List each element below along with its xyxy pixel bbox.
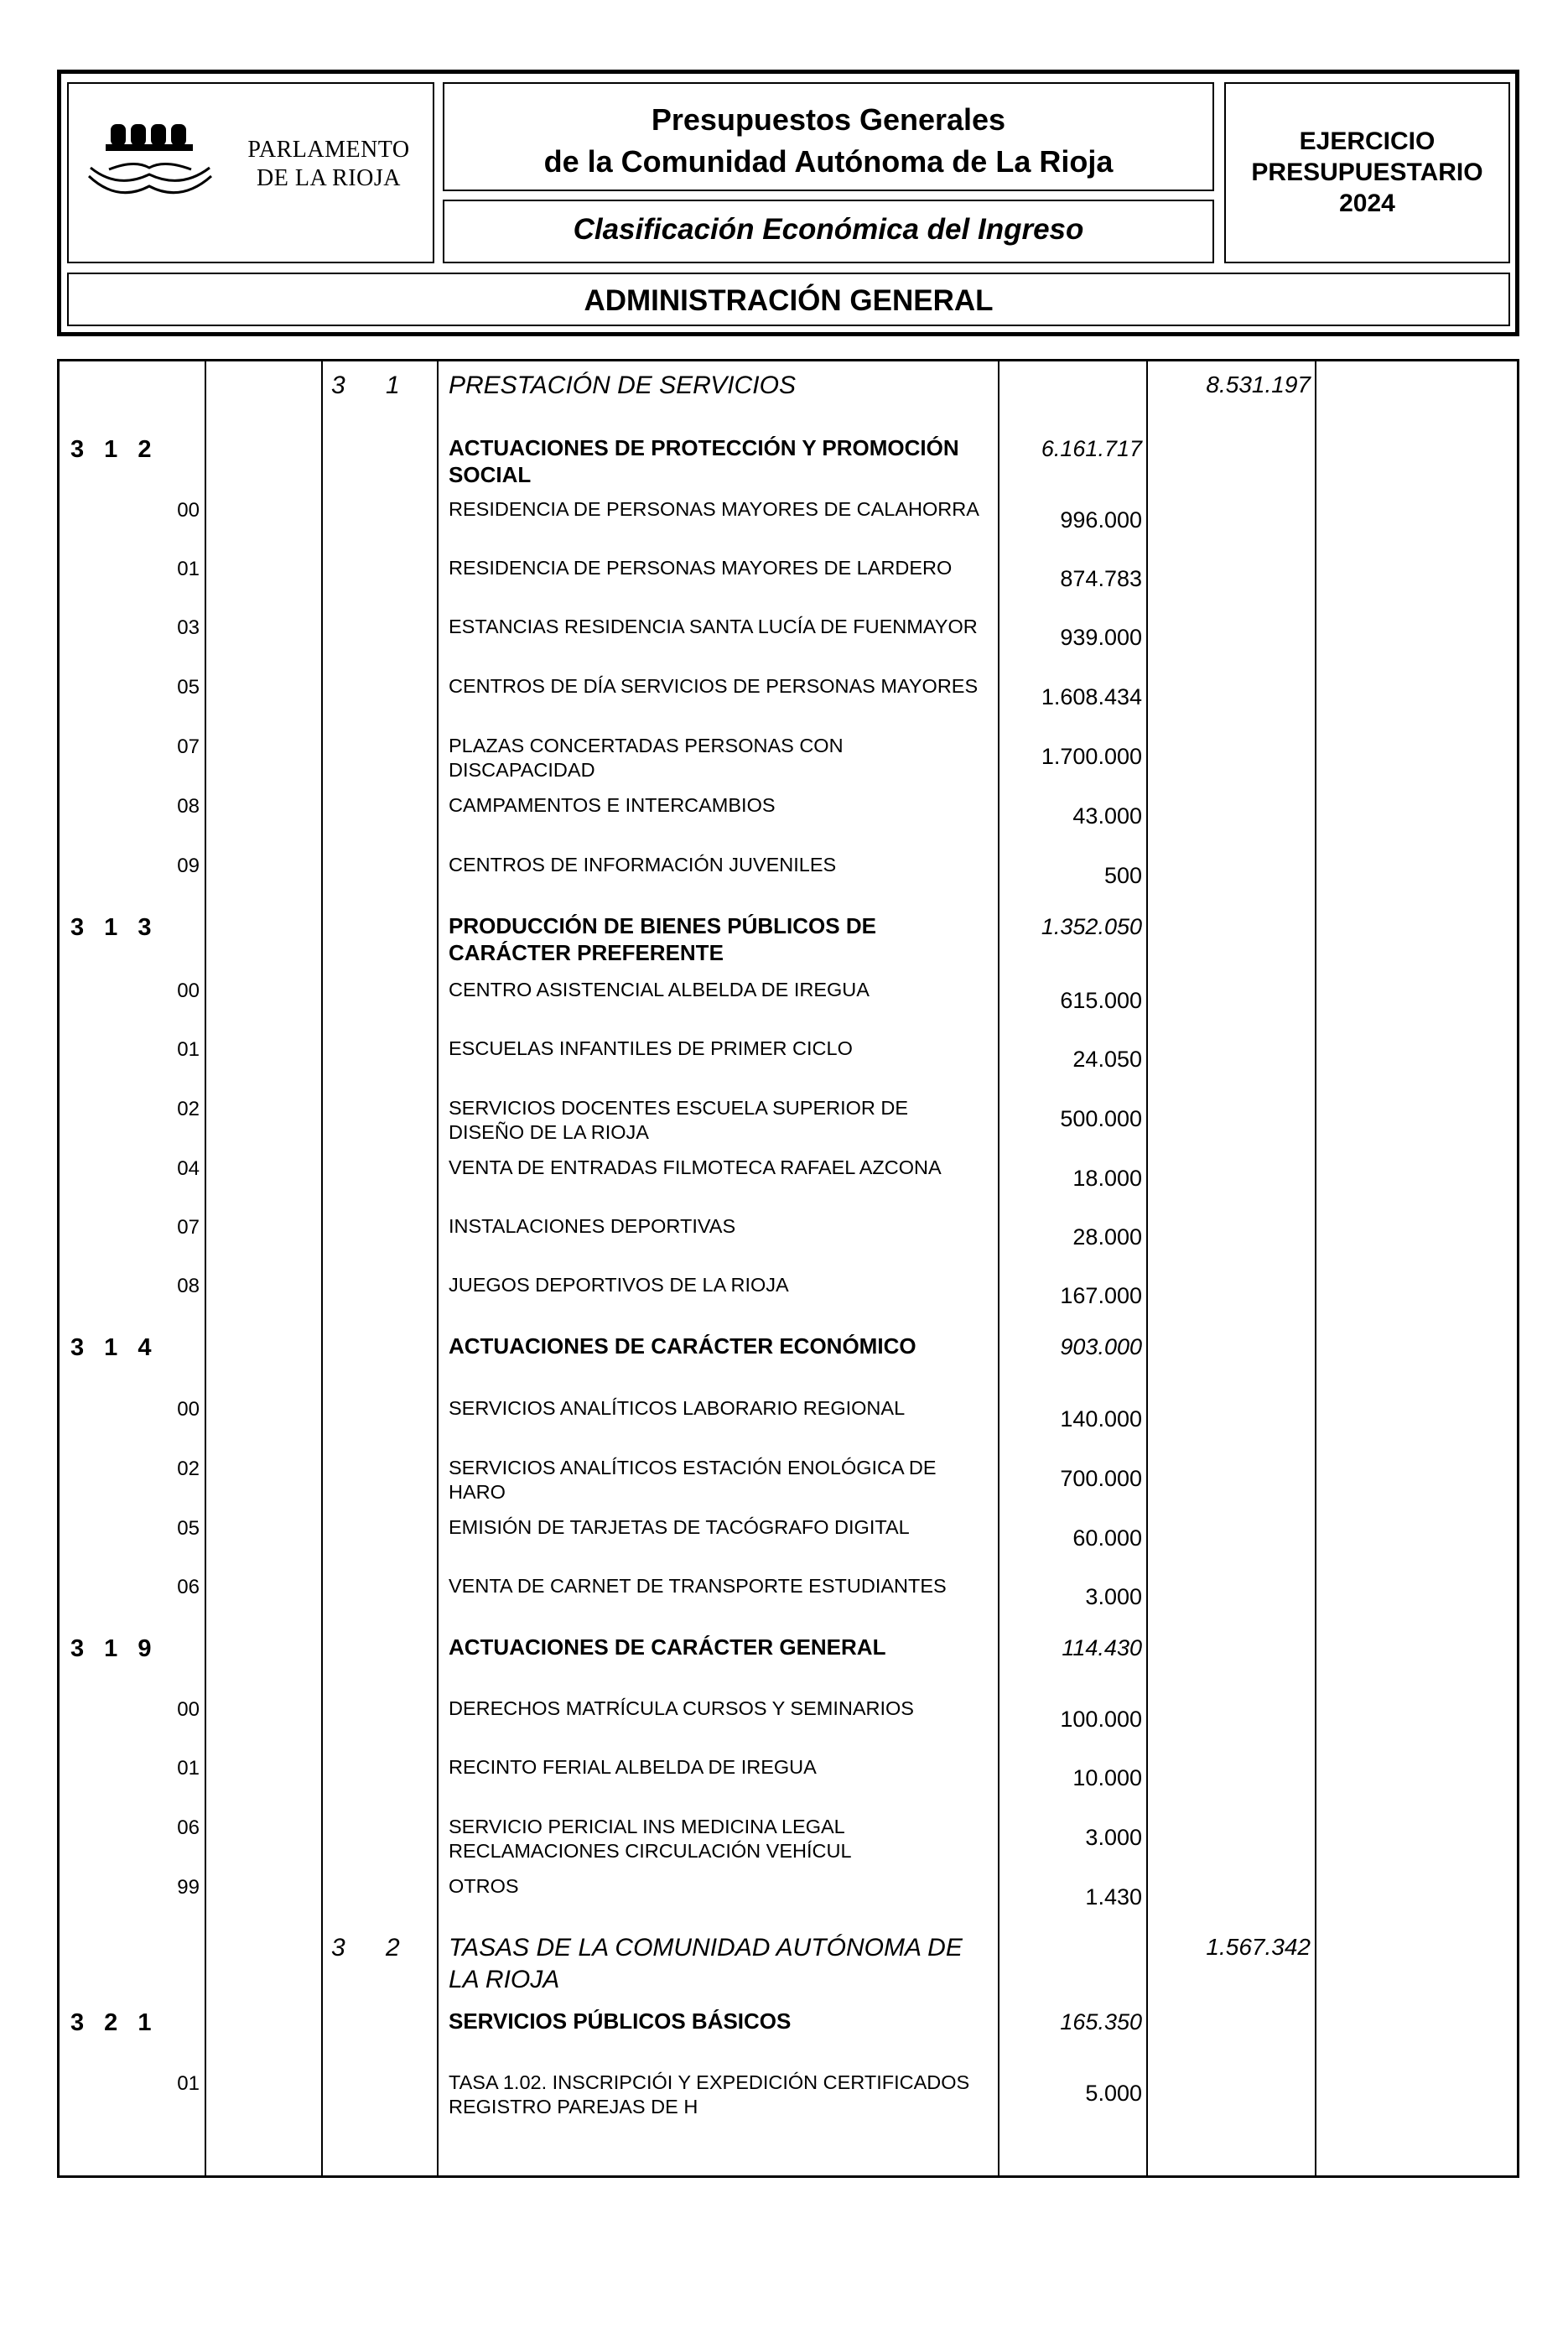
concept-code: 3 2 1 xyxy=(70,2009,153,2036)
subconcept-amount: 28.000 xyxy=(1072,1224,1142,1250)
subconcept-description: ESTANCIAS RESIDENCIA SANTA LUCÍA DE FUENMAYOR xyxy=(449,616,978,637)
subconcept-description: RESIDENCIA DE PERSONAS MAYORES DE LARDERO xyxy=(449,557,953,579)
section-title: ADMINISTRACIÓN GENERAL xyxy=(584,284,994,317)
logo-box xyxy=(67,82,434,263)
subconcept-description: TASA 1.02. INSCRIPCIÓI Y EXPEDICIÓN CERTIFICADOS REGISTRO PAREJAS DE H xyxy=(449,2071,970,2118)
subconcept-code: 99 xyxy=(177,1876,200,1899)
concept-amount: 6.161.717 xyxy=(1041,436,1142,461)
document-subtitle: Clasificación Económica del Ingreso xyxy=(573,213,1084,246)
subconcept-code: 09 xyxy=(177,855,200,877)
article-description: PRESTACIÓN DE SERVICIOS xyxy=(449,372,796,399)
subconcept-code: 01 xyxy=(177,1757,200,1780)
article-total: 1.567.342 xyxy=(1206,1934,1311,1960)
subconcept-code: 02 xyxy=(177,1098,200,1120)
column-divider xyxy=(1315,359,1316,2178)
concept-description: ACTUACIONES DE CARÁCTER ECONÓMICO xyxy=(449,1333,916,1359)
subconcept-description: JUEGOS DEPORTIVOS DE LA RIOJA xyxy=(449,1274,789,1296)
subconcept-amount: 874.783 xyxy=(1060,566,1142,591)
subconcept-description: INSTALACIONES DEPORTIVAS xyxy=(449,1215,736,1237)
subconcept-description: EMISIÓN DE TARJETAS DE TACÓGRAFO DIGITAL xyxy=(449,1516,910,1538)
subconcept-code: 01 xyxy=(177,558,200,580)
subconcept-code: 07 xyxy=(177,1216,200,1239)
title-box xyxy=(443,82,1214,191)
concept-amount: 903.000 xyxy=(1060,1334,1142,1359)
subconcept-amount: 18.000 xyxy=(1072,1166,1142,1191)
subconcept-description: VENTA DE CARNET DE TRANSPORTE ESTUDIANTES xyxy=(449,1575,947,1597)
subconcept-description: SERVICIOS ANALÍTICOS LABORARIO REGIONAL xyxy=(449,1397,906,1419)
subconcept-code: 02 xyxy=(177,1458,200,1480)
subconcept-amount: 500 xyxy=(1103,863,1142,888)
section-box xyxy=(67,273,1510,326)
subconcept-code: 06 xyxy=(177,1576,200,1598)
subconcept-description: SERVICIOS DOCENTES ESCUELA SUPERIOR DE DISEÑO DE LA RIOJA xyxy=(449,1097,909,1143)
subconcept-description: SERVICIOS ANALÍTICOS ESTACIÓN ENOLÓGICA DE HARO xyxy=(449,1457,937,1503)
ejercicio-line-1: EJERCICIO xyxy=(1299,127,1436,155)
subconcept-description: CENTROS DE DÍA SERVICIOS DE PERSONAS MAYORES xyxy=(449,675,979,697)
concept-code: 3 1 3 xyxy=(70,914,153,941)
subconcept-amount: 996.000 xyxy=(1060,507,1142,533)
subconcept-amount: 5.000 xyxy=(1085,2081,1142,2106)
subconcept-amount: 60.000 xyxy=(1072,1525,1142,1551)
subconcept-amount: 24.050 xyxy=(1072,1047,1142,1072)
ejercicio-line-2: PRESUPUESTARIO xyxy=(1251,158,1483,186)
subconcept-amount: 140.000 xyxy=(1060,1406,1142,1432)
subconcept-description: PLAZAS CONCERTADAS PERSONAS CON DISCAPACIDAD xyxy=(449,735,844,781)
concept-code: 3 1 9 xyxy=(70,1635,153,1662)
subconcept-amount: 1.608.434 xyxy=(1041,684,1142,709)
subconcept-amount: 700.000 xyxy=(1060,1466,1142,1491)
subconcept-code: 00 xyxy=(177,1698,200,1721)
subconcept-code: 05 xyxy=(177,1517,200,1540)
column-divider xyxy=(437,359,439,2178)
concept-description: PRODUCCIÓN DE BIENES PÚBLICOS DE CARÁCTER PREFERENTE xyxy=(449,913,876,965)
subconcept-code: 08 xyxy=(177,1275,200,1297)
subconcept-code: 07 xyxy=(177,735,200,758)
subconcept-code: 00 xyxy=(177,980,200,1002)
article-code: 3 2 xyxy=(331,1934,400,1962)
subconcept-code: 00 xyxy=(177,499,200,522)
subconcept-code: 00 xyxy=(177,1398,200,1421)
concept-amount: 165.350 xyxy=(1060,2009,1142,2034)
concept-description: SERVICIOS PÚBLICOS BÁSICOS xyxy=(449,2008,792,2034)
subconcept-description: SERVICIO PERICIAL INS MEDICINA LEGAL RECLAMACIONES CIRCULACIÓN VEHÍCUL xyxy=(449,1816,852,1862)
subconcept-amount: 1.700.000 xyxy=(1041,744,1142,769)
subconcept-description: DERECHOS MATRÍCULA CURSOS Y SEMINARIOS xyxy=(449,1697,914,1719)
subconcept-amount: 500.000 xyxy=(1060,1106,1142,1131)
subconcept-amount: 1.430 xyxy=(1085,1884,1142,1910)
subconcept-description: RECINTO FERIAL ALBELDA DE IREGUA xyxy=(449,1756,817,1778)
subconcept-description: RESIDENCIA DE PERSONAS MAYORES DE CALAHORRA xyxy=(449,498,979,520)
article-description: TASAS DE LA COMUNIDAD AUTÓNOMA DE LA RIOJA xyxy=(449,1934,963,1993)
subconcept-amount: 3.000 xyxy=(1085,1584,1142,1609)
subconcept-code: 01 xyxy=(177,2072,200,2095)
subconcept-code: 05 xyxy=(177,676,200,699)
subconcept-amount: 10.000 xyxy=(1072,1765,1142,1790)
ejercicio-label xyxy=(1226,126,1508,219)
subconcept-code: 08 xyxy=(177,795,200,818)
logo-line-2: DE LA RIOJA xyxy=(257,165,401,191)
subconcept-description: CENTROS DE INFORMACIÓN JUVENILES xyxy=(449,854,837,876)
subconcept-description: CAMPAMENTOS E INTERCAMBIOS xyxy=(449,794,776,816)
article-code: 3 1 xyxy=(331,372,400,399)
subconcept-amount: 939.000 xyxy=(1060,625,1142,650)
subconcept-description: ESCUELAS INFANTILES DE PRIMER CICLO xyxy=(449,1037,853,1059)
subconcept-description: VENTA DE ENTRADAS FILMOTECA RAFAEL AZCONA xyxy=(449,1156,942,1178)
subconcept-code: 06 xyxy=(177,1816,200,1839)
subconcept-code: 03 xyxy=(177,616,200,639)
column-divider xyxy=(998,359,999,2178)
concept-code: 3 1 4 xyxy=(70,1334,153,1361)
title-line-1: Presupuestos Generales xyxy=(651,102,1006,137)
subtitle-box xyxy=(443,200,1214,263)
subconcept-amount: 615.000 xyxy=(1060,988,1142,1013)
subconcept-amount: 167.000 xyxy=(1060,1283,1142,1308)
column-divider xyxy=(205,359,206,2178)
subconcept-description: OTROS xyxy=(449,1875,519,1897)
subconcept-amount: 43.000 xyxy=(1072,803,1142,829)
concept-description: ACTUACIONES DE CARÁCTER GENERAL xyxy=(449,1634,886,1660)
subconcept-amount: 100.000 xyxy=(1060,1707,1142,1732)
parliament-logo-icon xyxy=(84,119,218,220)
logo-wordmark xyxy=(236,136,421,193)
subconcept-description: CENTRO ASISTENCIAL ALBELDA DE IREGUA xyxy=(449,979,870,1000)
subconcept-code: 04 xyxy=(177,1157,200,1180)
ejercicio-box xyxy=(1224,82,1510,263)
document-title xyxy=(444,99,1212,183)
subconcept-amount: 3.000 xyxy=(1085,1825,1142,1850)
concept-code: 3 1 2 xyxy=(70,436,153,463)
ejercicio-year: 2024 xyxy=(1339,190,1395,217)
subconcept-code: 01 xyxy=(177,1038,200,1061)
title-line-2: de la Comunidad Autónoma de La Rioja xyxy=(543,144,1114,179)
logo-line-1: PARLAMENTO xyxy=(247,137,410,163)
concept-amount: 114.430 xyxy=(1062,1635,1142,1660)
article-total: 8.531.197 xyxy=(1206,372,1311,398)
concept-amount: 1.352.050 xyxy=(1041,914,1142,939)
concept-description: ACTUACIONES DE PROTECCIÓN Y PROMOCIÓN SOCIAL xyxy=(449,435,959,487)
column-divider xyxy=(1146,359,1148,2178)
column-divider xyxy=(321,359,323,2178)
